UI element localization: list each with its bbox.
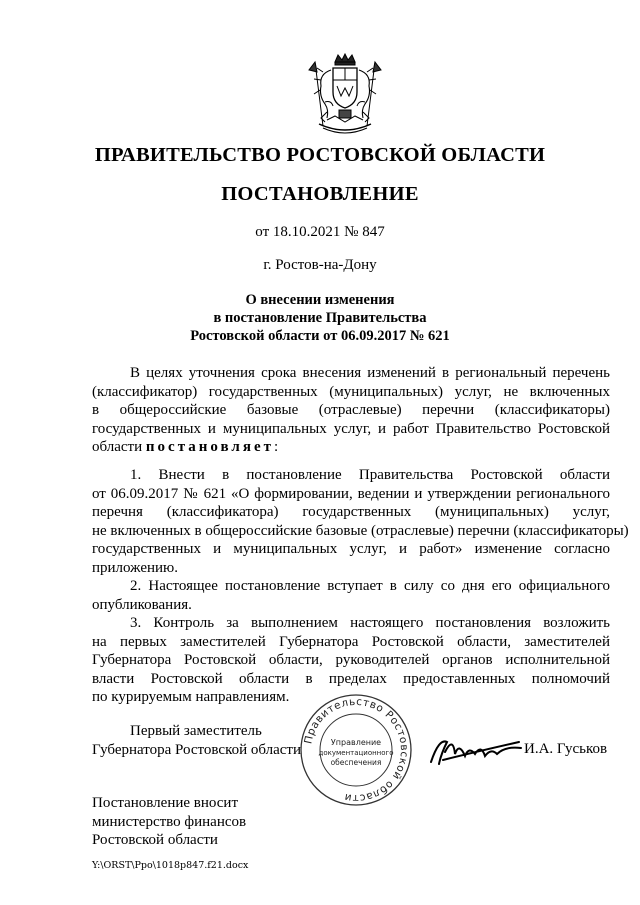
organization-title: ПРАВИТЕЛЬСТВО РОСТОВСКОЙ ОБЛАСТИ	[94, 144, 546, 166]
seal-inner-text: Управление	[330, 738, 382, 747]
date-and-number: от 18.10.2021 № 847	[255, 224, 385, 240]
official-seal-icon	[299, 693, 413, 807]
subject-line: О внесении изменения	[245, 292, 395, 308]
text-line	[92, 438, 610, 457]
subject-line: в постановление Правительства	[213, 310, 427, 326]
signatory-name: И.А. Гуськов	[524, 741, 608, 757]
signatory-position	[92, 722, 332, 760]
item-3-line: Губернатора Ростовской области, руководителей органов исполнительной	[92, 652, 610, 668]
item-3-line: на первых заместителей Губернатора Ростовской области, заместителей	[92, 633, 610, 650]
item-1-line: от 06.09.2017 № 621 «О формировании, ведении и утверждении регионального	[92, 485, 610, 502]
decree-word: постановляет	[145, 439, 274, 455]
decree-items	[92, 466, 629, 707]
introducer-line: министерство финансов	[92, 813, 247, 830]
document-subject	[0, 291, 640, 345]
position-line: Первый заместитель	[130, 723, 262, 739]
item-1-line: перечня (классификатора) государственных (муниципальных) услуг,	[92, 504, 610, 520]
item-1-line: приложению.	[92, 559, 179, 576]
document-type-title: ПОСТАНОВЛЕНИЕ	[221, 183, 419, 205]
text-line: (классификатор) государственных (муниципальных) услуг, не включенных	[92, 383, 610, 400]
seal-inner-text: обеспечения	[330, 758, 382, 767]
introducer-line: Постановление вносит	[92, 795, 239, 811]
item-1-line: 1. Внести в постановление Правительства Ростовской области	[130, 467, 610, 483]
preamble-paragraph	[92, 364, 610, 457]
introducer-line: Ростовской области	[92, 832, 218, 848]
introducer-block	[92, 794, 246, 850]
city: г. Ростов-на-Дону	[263, 257, 377, 273]
text-fragment: :	[274, 439, 279, 455]
text-line: государственных и муниципальных услуг, и работ Правительство Ростовской	[92, 420, 610, 437]
text-line: В целях уточнения срока внесения изменений в региональный перечень	[130, 365, 610, 381]
item-2-line: опубликования.	[92, 596, 192, 613]
item-3-line: по курируемым направлениям.	[92, 689, 290, 705]
item-3-line: власти Ростовской области в пределах предоставленных полномочий	[92, 670, 610, 687]
position-line: Губернатора Ростовской области	[92, 742, 302, 758]
file-path-footer: Y:\ORST\Ppo\1018p847.f21.docx	[92, 860, 249, 871]
handwritten-signature-icon	[425, 728, 525, 772]
seal-outer-text: Правительство Ростовской области	[302, 695, 411, 805]
text-fragment: области	[92, 439, 143, 455]
item-2-line: 2. Настоящее постановление вступает в силу со дня его официального	[130, 578, 610, 594]
coat-of-arms-icon	[305, 52, 385, 140]
seal-inner-text: документационного	[318, 749, 394, 757]
text-line: в общероссийские базовые (отраслевые) перечни (классификаторы)	[92, 402, 610, 418]
item-1-line: государственных и муниципальных услуг, и работ» изменение согласно	[92, 541, 610, 557]
item-1-line: не включенных в общероссийские базовые (отраслевые) перечни (классификаторы)	[92, 522, 629, 539]
item-3-line: 3. Контроль за выполнением настоящего постановления возложить	[130, 615, 610, 631]
subject-line: Ростовской области от 06.09.2017 № 621	[190, 328, 450, 344]
